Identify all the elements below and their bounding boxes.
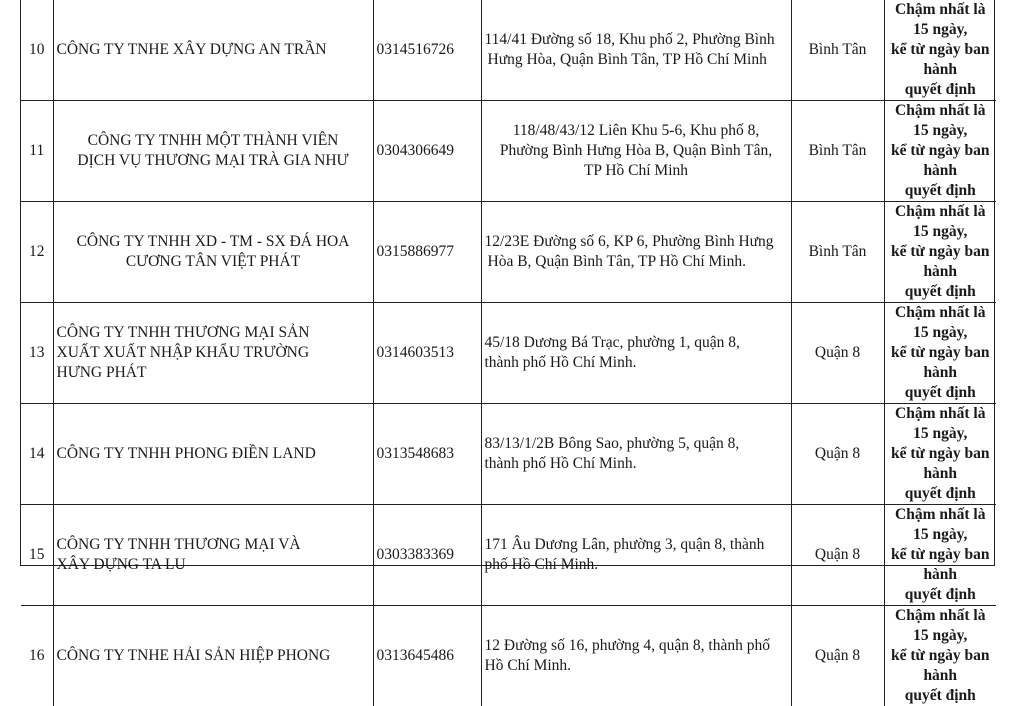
address [481, 505, 791, 606]
address-line: 12/23E Đường số 6, KP 6, Phường Bình Hưng [485, 232, 788, 252]
note-line: kể từ ngày ban hành [888, 141, 994, 181]
address-line: thành phố Hồ Chí Minh. [485, 353, 788, 373]
company-name [53, 101, 373, 202]
address-line: thành phố Hồ Chí Minh. [485, 454, 788, 474]
address-line: 114/41 Đường số 18, Khu phố 2, Phường Bình [485, 30, 788, 50]
company-name-line: HƯNG PHÁT [57, 363, 370, 383]
table-row [21, 101, 996, 202]
note-line: Chậm nhất là 15 ngày, [888, 0, 994, 40]
note-line: Chậm nhất là 15 ngày, [888, 505, 994, 545]
company-name-line: DỊCH VỤ THƯƠNG MẠI TRÀ GIA NHƯ [57, 151, 370, 171]
row-number: 11 [21, 101, 53, 202]
note-line: kể từ ngày ban hành [888, 646, 994, 686]
note-line: Chậm nhất là 15 ngày, [888, 303, 994, 343]
tax-code: 0314516726 [373, 0, 481, 101]
deadline-note [884, 101, 996, 202]
address-line: 12 Đường số 16, phường 4, quận 8, thành phố [485, 636, 788, 656]
row-number: 12 [21, 202, 53, 303]
tax-code: 0315886977 [373, 202, 481, 303]
note-line: Chậm nhất là 15 ngày, [888, 404, 994, 444]
table-row [21, 404, 996, 505]
deadline-note [884, 404, 996, 505]
tax-code: 0313645486 [373, 606, 481, 706]
deadline-note [884, 606, 996, 706]
company-name [53, 404, 373, 505]
table-row [21, 505, 996, 606]
address-line: 83/13/1/2B Bông Sao, phường 5, quận 8, [485, 434, 788, 454]
tax-code: 0313548683 [373, 404, 481, 505]
address-line: Hưng Hòa, Quận Bình Tân, TP Hồ Chí Minh [485, 50, 788, 70]
note-line: kể từ ngày ban hành [888, 343, 994, 383]
district: Quận 8 [791, 505, 884, 606]
table-row [21, 303, 996, 404]
tax-code: 0303383369 [373, 505, 481, 606]
company-name-line: CÔNG TY TNHH THƯƠNG MẠI SẢN [57, 323, 370, 343]
table-row [21, 0, 996, 101]
company-name [53, 0, 373, 101]
address [481, 101, 791, 202]
deadline-note [884, 303, 996, 404]
district: Quận 8 [791, 404, 884, 505]
company-name-line: CÔNG TY TNHE XÂY DỰNG AN TRẦN [57, 40, 370, 60]
tax-code: 0304306649 [373, 101, 481, 202]
company-name-line: XÂY DỰNG TA LU [57, 555, 370, 575]
district: Quận 8 [791, 303, 884, 404]
address [481, 404, 791, 505]
district: Quận 8 [791, 606, 884, 706]
note-line: Chậm nhất là 15 ngày, [888, 202, 994, 242]
note-line: quyết định [888, 484, 994, 504]
row-number: 14 [21, 404, 53, 505]
company-name-line: XUẤT XUẤT NHẬP KHẨU TRƯỜNG [57, 343, 370, 363]
note-line: Chậm nhất là 15 ngày, [888, 606, 994, 646]
note-line: quyết định [888, 181, 994, 201]
note-line: kể từ ngày ban hành [888, 545, 994, 585]
note-line: quyết định [888, 80, 994, 100]
note-line: quyết định [888, 585, 994, 605]
address [481, 202, 791, 303]
district: Bình Tân [791, 0, 884, 101]
note-line: quyết định [888, 282, 994, 302]
deadline-note [884, 202, 996, 303]
note-line: kể từ ngày ban hành [888, 444, 994, 484]
row-number: 13 [21, 303, 53, 404]
note-line: quyết định [888, 383, 994, 403]
district: Bình Tân [791, 202, 884, 303]
address-line: TP Hồ Chí Minh [485, 161, 788, 181]
company-name [53, 606, 373, 706]
deadline-note [884, 0, 996, 101]
company-name [53, 505, 373, 606]
note-line: Chậm nhất là 15 ngày, [888, 101, 994, 141]
table-row [21, 606, 996, 706]
row-number: 10 [21, 0, 53, 101]
table-row [21, 202, 996, 303]
company-name-line: CƯƠNG TÂN VIỆT PHÁT [57, 252, 370, 272]
address-line: 171 Âu Dương Lân, phường 3, quận 8, thành [485, 535, 788, 555]
note-line: quyết định [888, 686, 994, 706]
company-name-line: CÔNG TY TNHH THƯƠNG MẠI VÀ [57, 535, 370, 555]
district: Bình Tân [791, 101, 884, 202]
address-line: phố Hồ Chí Minh. [485, 555, 788, 575]
company-name-line: CÔNG TY TNHH XD - TM - SX ĐÁ HOA [57, 232, 370, 252]
tax-code: 0314603513 [373, 303, 481, 404]
note-line: kể từ ngày ban hành [888, 242, 994, 282]
company-table [21, 0, 996, 706]
company-name [53, 202, 373, 303]
company-name-line: CÔNG TY TNHH PHONG ĐIỀN LAND [57, 444, 370, 464]
address [481, 303, 791, 404]
address-line: 45/18 Dương Bá Trạc, phường 1, quận 8, [485, 333, 788, 353]
row-number: 15 [21, 505, 53, 606]
company-name [53, 303, 373, 404]
row-number: 16 [21, 606, 53, 706]
company-name-line: CÔNG TY TNHE HẢI SẢN HIỆP PHONG [57, 646, 370, 666]
address-line: 118/48/43/12 Liên Khu 5-6, Khu phố 8, [485, 121, 788, 141]
address [481, 606, 791, 706]
address-line: Hồ Chí Minh. [485, 656, 788, 676]
note-line: kể từ ngày ban hành [888, 40, 994, 80]
document-page [20, 0, 995, 566]
deadline-note [884, 505, 996, 606]
address [481, 0, 791, 101]
address-line: Hòa B, Quận Bình Tân, TP Hồ Chí Minh. [485, 252, 788, 272]
company-name-line: CÔNG TY TNHH MỘT THÀNH VIÊN [57, 131, 370, 151]
address-line: Phường Bình Hưng Hòa B, Quận Bình Tân, [485, 141, 788, 161]
